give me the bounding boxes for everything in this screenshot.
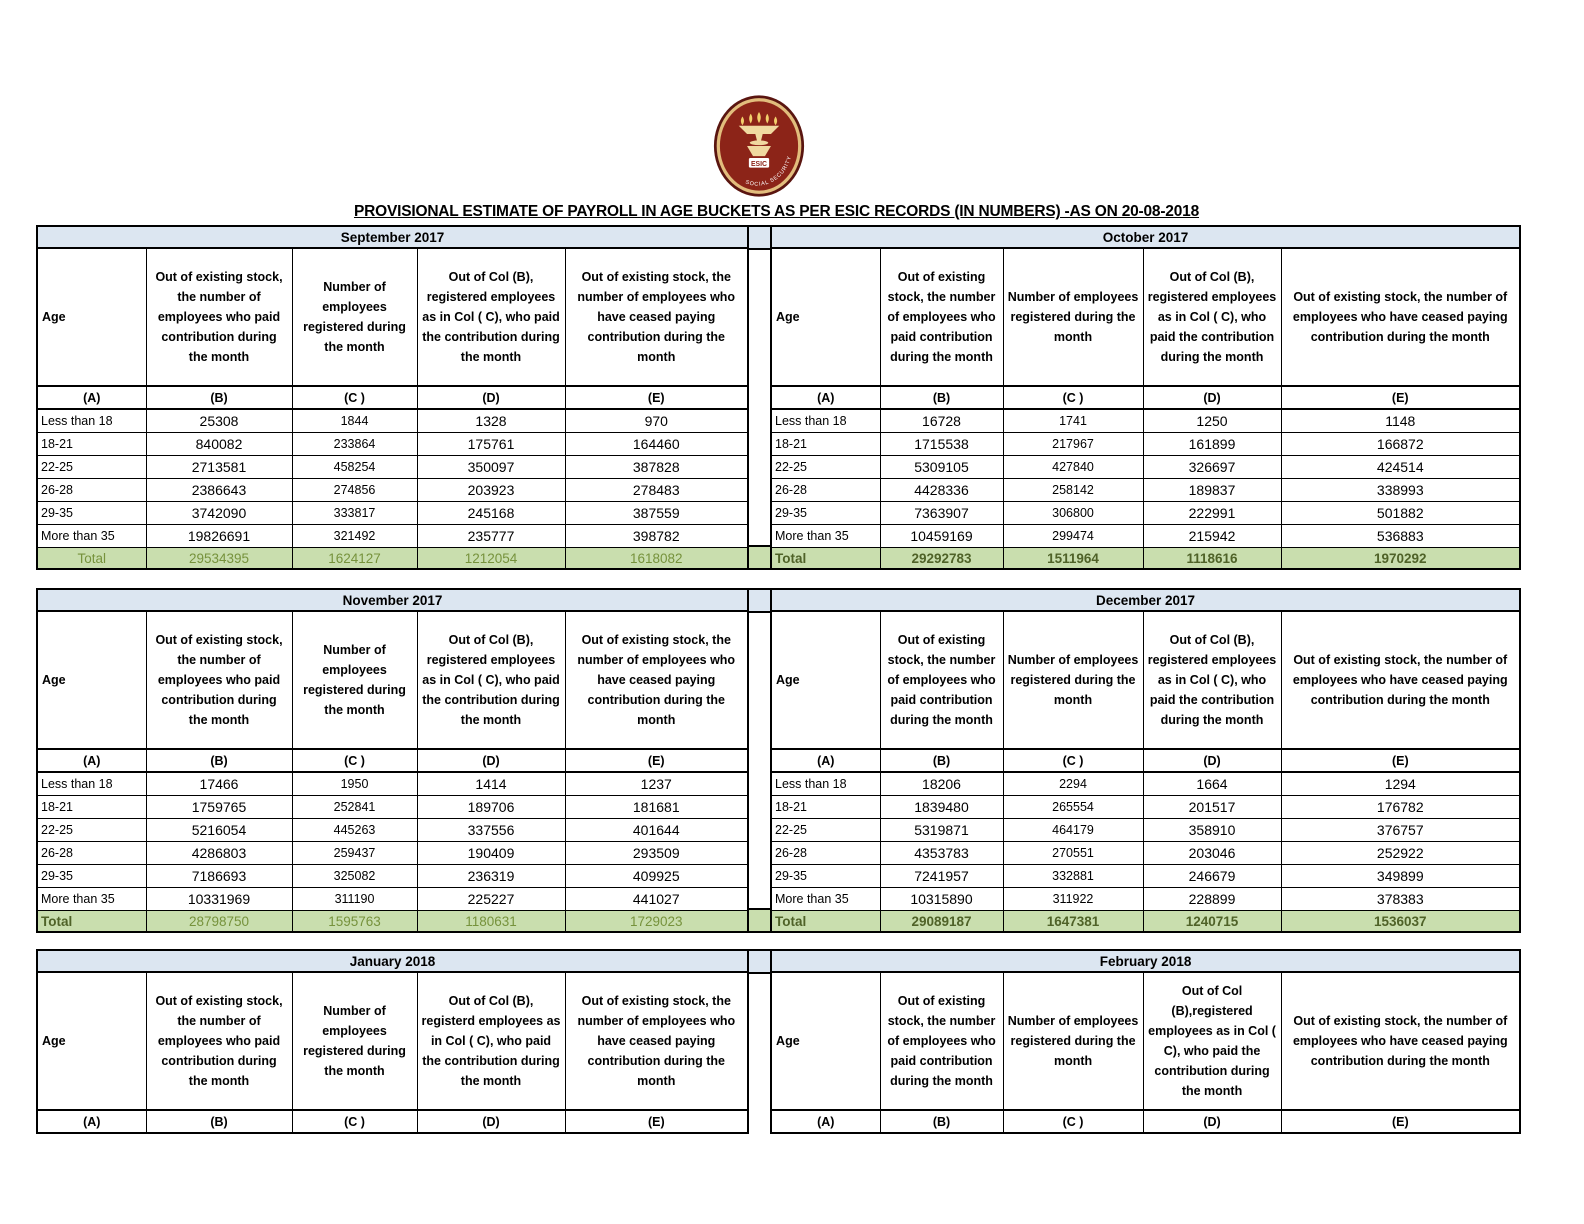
- data-row: [37, 819, 748, 842]
- table-gap-strip: [749, 949, 770, 1134]
- value-cell-c: 259437: [292, 842, 417, 865]
- value-cell-e: 293509: [565, 842, 748, 865]
- value-cell-c: 311922: [1003, 888, 1143, 911]
- total-cell-d: 1180631: [417, 911, 565, 933]
- value-cell-b: 10459169: [880, 525, 1003, 548]
- value-cell-e: 387559: [565, 502, 748, 525]
- total-cell-c: 1595763: [292, 911, 417, 933]
- value-cell-d: 337556: [417, 819, 565, 842]
- col-d-header: Out of Col (B), registered employees as in Col ( C), who paid the contribution during the month: [417, 248, 565, 386]
- total-cell-c: 1624127: [292, 548, 417, 570]
- value-cell-b: 2386643: [146, 479, 292, 502]
- age-bucket-cell: More than 35: [37, 525, 146, 548]
- column-letter-row: [771, 386, 1520, 409]
- column-header-row: [37, 972, 748, 1110]
- total-cell-d: 1240715: [1143, 911, 1281, 933]
- col-c-header: Number of employees registered during the month: [292, 248, 417, 386]
- column-header-row: [771, 248, 1520, 386]
- month-header-row: [771, 226, 1520, 248]
- data-row: [37, 456, 748, 479]
- data-row: [771, 409, 1520, 433]
- value-cell-c: 1844: [292, 409, 417, 433]
- value-cell-d: 222991: [1143, 502, 1281, 525]
- payroll-table-october-2017: [770, 225, 1521, 570]
- value-cell-d: 203923: [417, 479, 565, 502]
- col-b-header: Out of existing stock, the number of employees who paid contribution during the month: [880, 611, 1003, 749]
- value-cell-d: 1250: [1143, 409, 1281, 433]
- data-row: [37, 772, 748, 796]
- month-header-row: [771, 589, 1520, 611]
- col-letter-a: (A): [771, 386, 880, 409]
- table-gap-strip: [749, 588, 770, 933]
- value-cell-b: 5309105: [880, 456, 1003, 479]
- col-letter-b: (B): [146, 1110, 292, 1133]
- total-cell-b: 29534395: [146, 548, 292, 570]
- col-d-header: Out of Col (B), registered employees as in Col ( C), who paid the contribution during the month: [1143, 248, 1281, 386]
- value-cell-e: 387828: [565, 456, 748, 479]
- value-cell-d: 245168: [417, 502, 565, 525]
- col-letter-b: (B): [146, 749, 292, 772]
- total-cell-e: 1970292: [1281, 548, 1520, 570]
- col-letter-d: (D): [417, 749, 565, 772]
- age-bucket-cell: 18-21: [37, 433, 146, 456]
- col-e-header: Out of existing stock, the number of employees who have ceased paying contribution during the month: [1281, 248, 1520, 386]
- age-column-header: Age: [37, 611, 146, 749]
- age-bucket-cell: Less than 18: [771, 409, 880, 433]
- total-cell-d: 1118616: [1143, 548, 1281, 570]
- value-cell-b: 5319871: [880, 819, 1003, 842]
- payroll-table-february-2018: [770, 949, 1521, 1134]
- logo-area: [0, 0, 1517, 200]
- col-letter-a: (A): [37, 386, 146, 409]
- value-cell-d: 161899: [1143, 433, 1281, 456]
- total-cell-b: 28798750: [146, 911, 292, 933]
- age-bucket-cell: Less than 18: [37, 772, 146, 796]
- age-bucket-cell: More than 35: [771, 525, 880, 548]
- col-d-header: Out of Col (B), registered employees as in Col ( C), who paid the contribution during the month: [1143, 611, 1281, 749]
- column-header-row: [37, 611, 748, 749]
- col-d-header: Out of Col (B),registered employees as in Col ( C), who paid the contribution during the month: [1143, 972, 1281, 1110]
- col-letter-a: (A): [37, 749, 146, 772]
- value-cell-c: 2294: [1003, 772, 1143, 796]
- col-letter-c: (C ): [292, 386, 417, 409]
- value-cell-c: 458254: [292, 456, 417, 479]
- col-letter-d: (D): [1143, 749, 1281, 772]
- col-letter-c: (C ): [292, 1110, 417, 1133]
- column-header-row: [771, 611, 1520, 749]
- age-bucket-cell: 22-25: [771, 819, 880, 842]
- col-b-header: Out of existing stock, the number of employees who paid contribution during the month: [146, 972, 292, 1110]
- value-cell-c: 265554: [1003, 796, 1143, 819]
- col-letter-e: (E): [565, 386, 748, 409]
- total-label-cell: Total: [37, 548, 146, 570]
- age-bucket-cell: 26-28: [37, 479, 146, 502]
- gap-total-band: [749, 545, 770, 570]
- value-cell-b: 1715538: [880, 433, 1003, 456]
- age-bucket-cell: 26-28: [771, 842, 880, 865]
- value-cell-b: 1759765: [146, 796, 292, 819]
- table-group-jan-feb: [36, 949, 1584, 1134]
- col-b-header: Out of existing stock, the number of employees who paid contribution during the month: [880, 972, 1003, 1110]
- value-cell-e: 376757: [1281, 819, 1520, 842]
- col-e-header: Out of existing stock, the number of employees who have ceased paying contribution during the month: [565, 248, 748, 386]
- value-cell-c: 321492: [292, 525, 417, 548]
- data-row: [37, 842, 748, 865]
- value-cell-e: 401644: [565, 819, 748, 842]
- data-row: [771, 865, 1520, 888]
- total-cell-e: 1536037: [1281, 911, 1520, 933]
- total-label-cell: Total: [771, 548, 880, 570]
- data-row: [37, 796, 748, 819]
- value-cell-e: 181681: [565, 796, 748, 819]
- column-letter-row: [771, 1110, 1520, 1133]
- payroll-table-november-2017: [36, 588, 749, 933]
- col-letter-d: (D): [417, 386, 565, 409]
- value-cell-b: 7241957: [880, 865, 1003, 888]
- value-cell-e: 536883: [1281, 525, 1520, 548]
- age-bucket-cell: 18-21: [771, 433, 880, 456]
- value-cell-d: 175761: [417, 433, 565, 456]
- value-cell-b: 7363907: [880, 502, 1003, 525]
- total-row: [37, 548, 748, 570]
- column-header-row: [37, 248, 748, 386]
- value-cell-c: 1741: [1003, 409, 1143, 433]
- value-cell-b: 4428336: [880, 479, 1003, 502]
- value-cell-e: 398782: [565, 525, 748, 548]
- value-cell-c: 270551: [1003, 842, 1143, 865]
- value-cell-b: 10315890: [880, 888, 1003, 911]
- age-bucket-cell: 29-35: [37, 865, 146, 888]
- total-cell-b: 29089187: [880, 911, 1003, 933]
- col-letter-d: (D): [1143, 386, 1281, 409]
- value-cell-c: 325082: [292, 865, 417, 888]
- data-row: [771, 819, 1520, 842]
- value-cell-c: 299474: [1003, 525, 1143, 548]
- column-letter-row: [771, 749, 1520, 772]
- logo-social-security-text: SOCIAL SECURITY: [743, 155, 793, 188]
- data-row: [37, 888, 748, 911]
- col-letter-b: (B): [880, 386, 1003, 409]
- value-cell-c: 1950: [292, 772, 417, 796]
- value-cell-d: 350097: [417, 456, 565, 479]
- value-cell-b: 4286803: [146, 842, 292, 865]
- col-letter-d: (D): [417, 1110, 565, 1133]
- value-cell-d: 1414: [417, 772, 565, 796]
- data-row: [771, 796, 1520, 819]
- age-bucket-cell: More than 35: [37, 888, 146, 911]
- value-cell-e: 252922: [1281, 842, 1520, 865]
- table-group-sep-oct: [36, 225, 1584, 570]
- value-cell-d: 1328: [417, 409, 565, 433]
- col-letter-a: (A): [37, 1110, 146, 1133]
- col-c-header: Number of employees registered during the month: [292, 972, 417, 1110]
- age-bucket-cell: 22-25: [37, 819, 146, 842]
- value-cell-e: 166872: [1281, 433, 1520, 456]
- data-row: [771, 888, 1520, 911]
- gap-total-band: [749, 908, 770, 933]
- value-cell-e: 176782: [1281, 796, 1520, 819]
- value-cell-d: 1664: [1143, 772, 1281, 796]
- age-bucket-cell: More than 35: [771, 888, 880, 911]
- col-c-header: Number of employees registered during the month: [1003, 611, 1143, 749]
- gap-month-band: [749, 225, 770, 250]
- data-row: [37, 865, 748, 888]
- column-letter-row: [37, 386, 748, 409]
- value-cell-e: 501882: [1281, 502, 1520, 525]
- value-cell-c: 332881: [1003, 865, 1143, 888]
- data-row: [37, 525, 748, 548]
- value-cell-b: 4353783: [880, 842, 1003, 865]
- col-e-header: Out of existing stock, the number of employees who have ceased paying contribution during the month: [1281, 611, 1520, 749]
- esic-logo: [713, 94, 805, 198]
- value-cell-e: 409925: [565, 865, 748, 888]
- value-cell-b: 10331969: [146, 888, 292, 911]
- value-cell-d: 189837: [1143, 479, 1281, 502]
- month-header-row: [37, 950, 748, 972]
- column-header-row: [771, 972, 1520, 1110]
- value-cell-e: 1294: [1281, 772, 1520, 796]
- data-row: [771, 842, 1520, 865]
- payroll-table-january-2018: [36, 949, 749, 1134]
- col-letter-a: (A): [771, 749, 880, 772]
- month-title: October 2017: [771, 226, 1520, 248]
- month-header-row: [771, 950, 1520, 972]
- value-cell-d: 225227: [417, 888, 565, 911]
- column-letter-row: [37, 1110, 748, 1133]
- total-cell-c: 1511964: [1003, 548, 1143, 570]
- data-row: [771, 525, 1520, 548]
- gap-month-band: [749, 949, 770, 974]
- age-bucket-cell: Less than 18: [37, 409, 146, 433]
- total-cell-c: 1647381: [1003, 911, 1143, 933]
- month-title: November 2017: [37, 589, 748, 611]
- value-cell-c: 217967: [1003, 433, 1143, 456]
- data-row: [771, 502, 1520, 525]
- col-letter-c: (C ): [1003, 386, 1143, 409]
- age-bucket-cell: 18-21: [771, 796, 880, 819]
- col-b-header: Out of existing stock, the number of employees who paid contribution during the month: [146, 611, 292, 749]
- value-cell-e: 1148: [1281, 409, 1520, 433]
- value-cell-b: 840082: [146, 433, 292, 456]
- data-row: [37, 433, 748, 456]
- value-cell-c: 258142: [1003, 479, 1143, 502]
- value-cell-b: 5216054: [146, 819, 292, 842]
- col-d-header: Out of Col (B), registered employees as in Col ( C), who paid the contribution during the month: [417, 611, 565, 749]
- value-cell-c: 233864: [292, 433, 417, 456]
- age-bucket-cell: 29-35: [771, 865, 880, 888]
- col-e-header: Out of existing stock, the number of employees who have ceased paying contribution during the month: [1281, 972, 1520, 1110]
- data-row: [37, 409, 748, 433]
- col-b-header: Out of existing stock, the number of employees who paid contribution during the month: [146, 248, 292, 386]
- col-c-header: Number of employees registered during the month: [1003, 972, 1143, 1110]
- table-gap-strip: [749, 225, 770, 570]
- month-title: December 2017: [771, 589, 1520, 611]
- value-cell-c: 445263: [292, 819, 417, 842]
- col-letter-b: (B): [880, 1110, 1003, 1133]
- age-bucket-cell: Less than 18: [771, 772, 880, 796]
- value-cell-d: 358910: [1143, 819, 1281, 842]
- value-cell-d: 201517: [1143, 796, 1281, 819]
- value-cell-e: 441027: [565, 888, 748, 911]
- value-cell-e: 349899: [1281, 865, 1520, 888]
- value-cell-c: 274856: [292, 479, 417, 502]
- value-cell-e: 278483: [565, 479, 748, 502]
- col-letter-b: (B): [880, 749, 1003, 772]
- value-cell-d: 228899: [1143, 888, 1281, 911]
- total-cell-d: 1212054: [417, 548, 565, 570]
- col-letter-c: (C ): [1003, 749, 1143, 772]
- col-letter-e: (E): [565, 1110, 748, 1133]
- value-cell-c: 311190: [292, 888, 417, 911]
- data-row: [771, 433, 1520, 456]
- age-column-header: Age: [771, 611, 880, 749]
- value-cell-b: 16728: [880, 409, 1003, 433]
- col-letter-c: (C ): [1003, 1110, 1143, 1133]
- age-bucket-cell: 18-21: [37, 796, 146, 819]
- payroll-table-december-2017: [770, 588, 1521, 933]
- value-cell-d: 326697: [1143, 456, 1281, 479]
- value-cell-e: 164460: [565, 433, 748, 456]
- table-group-nov-dec: [36, 588, 1584, 933]
- age-bucket-cell: 29-35: [37, 502, 146, 525]
- month-header-row: [37, 589, 748, 611]
- value-cell-d: 215942: [1143, 525, 1281, 548]
- month-title: January 2018: [37, 950, 748, 972]
- age-bucket-cell: 22-25: [37, 456, 146, 479]
- col-c-header: Number of employees registered during the month: [1003, 248, 1143, 386]
- age-column-header: Age: [771, 972, 880, 1110]
- payroll-table-september-2017: [36, 225, 749, 570]
- age-column-header: Age: [37, 248, 146, 386]
- value-cell-b: 2713581: [146, 456, 292, 479]
- col-letter-e: (E): [1281, 749, 1520, 772]
- gap-month-band: [749, 588, 770, 613]
- value-cell-c: 427840: [1003, 456, 1143, 479]
- value-cell-b: 7186693: [146, 865, 292, 888]
- data-row: [37, 479, 748, 502]
- value-cell-e: 424514: [1281, 456, 1520, 479]
- col-letter-c: (C ): [292, 749, 417, 772]
- total-row: [771, 911, 1520, 933]
- value-cell-d: 190409: [417, 842, 565, 865]
- data-row: [37, 502, 748, 525]
- age-bucket-cell: 29-35: [771, 502, 880, 525]
- age-column-header: Age: [771, 248, 880, 386]
- value-cell-e: 338993: [1281, 479, 1520, 502]
- value-cell-d: 236319: [417, 865, 565, 888]
- logo-esic-text: ESIC: [750, 160, 767, 168]
- total-cell-e: 1729023: [565, 911, 748, 933]
- col-letter-d: (D): [1143, 1110, 1281, 1133]
- total-label-cell: Total: [771, 911, 880, 933]
- value-cell-c: 333817: [292, 502, 417, 525]
- data-row: [771, 772, 1520, 796]
- value-cell-e: 378383: [1281, 888, 1520, 911]
- col-letter-e: (E): [565, 749, 748, 772]
- value-cell-c: 464179: [1003, 819, 1143, 842]
- value-cell-b: 18206: [880, 772, 1003, 796]
- value-cell-e: 970: [565, 409, 748, 433]
- col-e-header: Out of existing stock, the number of employees who have ceased paying contribution during the month: [565, 972, 748, 1110]
- value-cell-b: 17466: [146, 772, 292, 796]
- data-row: [771, 456, 1520, 479]
- total-cell-e: 1618082: [565, 548, 748, 570]
- col-c-header: Number of employees registered during the month: [292, 611, 417, 749]
- col-letter-e: (E): [1281, 386, 1520, 409]
- col-letter-b: (B): [146, 386, 292, 409]
- value-cell-b: 25308: [146, 409, 292, 433]
- value-cell-c: 306800: [1003, 502, 1143, 525]
- age-bucket-cell: 22-25: [771, 456, 880, 479]
- col-letter-a: (A): [771, 1110, 880, 1133]
- col-e-header: Out of existing stock, the number of employees who have ceased paying contribution during the month: [565, 611, 748, 749]
- value-cell-b: 1839480: [880, 796, 1003, 819]
- col-letter-e: (E): [1281, 1110, 1520, 1133]
- value-cell-d: 189706: [417, 796, 565, 819]
- value-cell-c: 252841: [292, 796, 417, 819]
- value-cell-d: 246679: [1143, 865, 1281, 888]
- age-bucket-cell: 26-28: [771, 479, 880, 502]
- month-header-row: [37, 226, 748, 248]
- month-title: September 2017: [37, 226, 748, 248]
- total-cell-b: 29292783: [880, 548, 1003, 570]
- value-cell-d: 235777: [417, 525, 565, 548]
- value-cell-e: 1237: [565, 772, 748, 796]
- data-row: [771, 479, 1520, 502]
- page-title: PROVISIONAL ESTIMATE OF PAYROLL IN AGE BUCKETS AS PER ESIC RECORDS (IN NUMBERS) -AS ON 20-08-2018: [353, 203, 1199, 220]
- age-bucket-cell: 26-28: [37, 842, 146, 865]
- total-row: [771, 548, 1520, 570]
- month-title: February 2018: [771, 950, 1520, 972]
- age-column-header: Age: [37, 972, 146, 1110]
- value-cell-d: 203046: [1143, 842, 1281, 865]
- total-label-cell: Total: [37, 911, 146, 933]
- total-row: [37, 911, 748, 933]
- col-b-header: Out of existing stock, the number of employees who paid contribution during the month: [880, 248, 1003, 386]
- col-d-header: Out of Col (B), registerd employees as in Col ( C), who paid the contribution during the month: [417, 972, 565, 1110]
- column-letter-row: [37, 749, 748, 772]
- value-cell-b: 3742090: [146, 502, 292, 525]
- value-cell-b: 19826691: [146, 525, 292, 548]
